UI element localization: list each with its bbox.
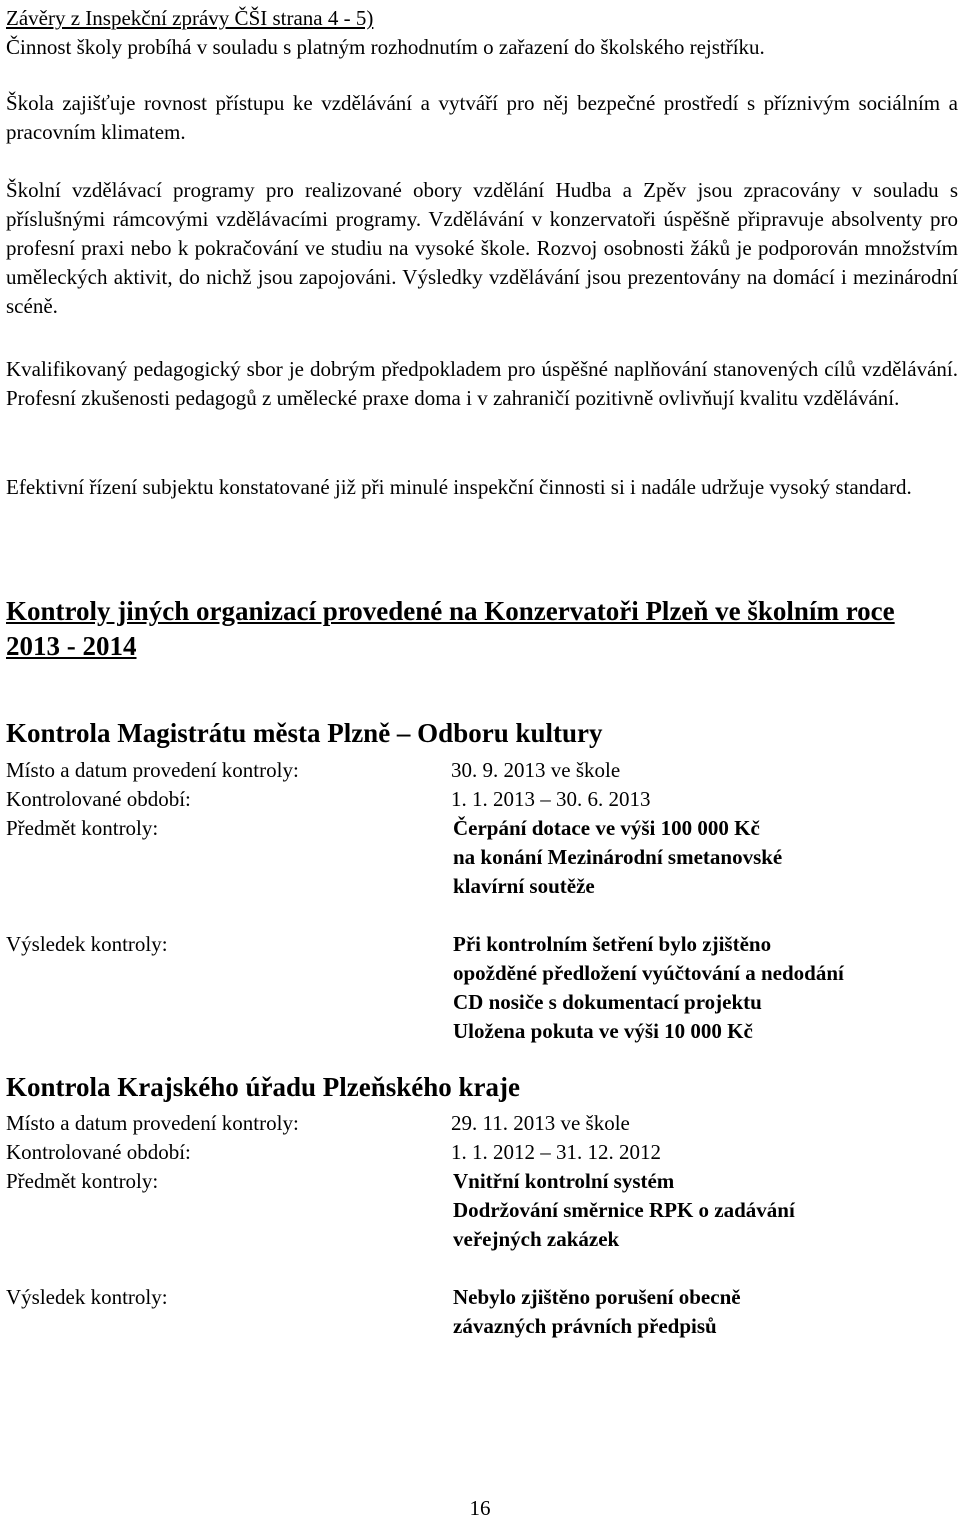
control1-result-line: Uložena pokuta ve výši 10 000 Kč [453,1019,753,1043]
control2-period-value: 1. 1. 2012 – 31. 12. 2012 [451,1140,661,1164]
control1-subject-label: Předmět kontroly: [6,816,159,840]
control1-result-line: CD nosiče s dokumentací projektu [453,990,762,1014]
control1-period-value: 1. 1. 2013 – 30. 6. 2013 [451,787,651,811]
control2-subject-line: Vnitřní kontrolní systém [453,1169,675,1193]
control1-period-label: Kontrolované období: [6,787,191,811]
intro-line: Činnost školy probíhá v souladu s platným rozhodnutím o zařazení do školského rejstříku. [6,35,765,59]
intro-title: Závěry z Inspekční zprávy ČŠI strana 4 - 5) [6,6,374,30]
control2-place-value: 29. 11. 2013 ve škole [451,1111,630,1135]
control1-subject-line: Čerpání dotace ve výši 100 000 Kč [453,816,760,840]
control1-place-value: 30. 9. 2013 ve škole [451,758,621,782]
control2-result-label: Výsledek kontroly: [6,1285,168,1309]
control1-subject-line: klavírní soutěže [453,874,595,898]
page-number: 16 [469,1496,491,1520]
control2-result-line: Nebylo zjištěno porušení obecně [453,1285,741,1309]
control2-result-line: závazných právních předpisů [453,1314,717,1338]
control1-result-line: opožděné předložení vyúčtování a nedodání [453,961,844,985]
section-title: Kontroly jiných organizací provedené na Konzervatoři Plzeň ve školním roce 2013 - 2014 [6,596,895,661]
control1-heading: Kontrola Magistrátu města Plzně – Odboru kultury [6,718,603,748]
control1-place-label: Místo a datum provedení kontroly: [6,758,299,782]
control2-heading: Kontrola Krajského úřadu Plzeňského kraje [6,1072,521,1102]
control1-result-label: Výsledek kontroly: [6,932,168,956]
paragraph-programs: Školní vzdělávací programy pro realizované obory vzdělání Hudba a Zpěv jsou zpracovány v souladu s příslušnými rámcovými vzdělávacími programy. Vzdělávání v konzervatoři úspěšně připravuje absolventy pro profesní praxi nebo k pokračování ve studiu na vysoké škole. Rozvoj osobnosti žáků je podporován množstvím uměleckých aktivit, do nichž jsou zapojováni. Výsledky vzdělávání jsou prezentovány na domácí i mezinárodní scéně. [6,178,958,318]
control2-place-label: Místo a datum provedení kontroly: [6,1111,299,1135]
paragraph-management: Efektivní řízení subjektu konstatované již při minulé inspekční činnosti si i nadále udržuje vysoký standard. [6,475,912,499]
paragraph-staff: Kvalifikovaný pedagogický sbor je dobrým předpokladem pro úspěšné naplňování stanovených cílů vzdělávání. Profesní zkušenosti pedagogů z umělecké praxe doma i v zahraničí pozitivně ovlivňují kvalitu vzdělávání. [6,357,958,410]
intro-block [6,4,765,62]
control2-subject-label: Předmět kontroly: [6,1169,159,1193]
control2-subject-line: Dodržování směrnice RPK o zadávání [453,1198,795,1222]
control2-subject-line: veřejných zakázek [453,1227,620,1251]
paragraph-equality: Škola zajišťuje rovnost přístupu ke vzdělávání a vytváří pro něj bezpečné prostředí s příznivým sociálním a pracovním klimatem. [6,91,958,144]
control1-subject-line: na konání Mezinárodní smetanovské [453,845,783,869]
control1-result-line: Při kontrolním šetření bylo zjištěno [453,932,772,956]
control2-period-label: Kontrolované období: [6,1140,191,1164]
